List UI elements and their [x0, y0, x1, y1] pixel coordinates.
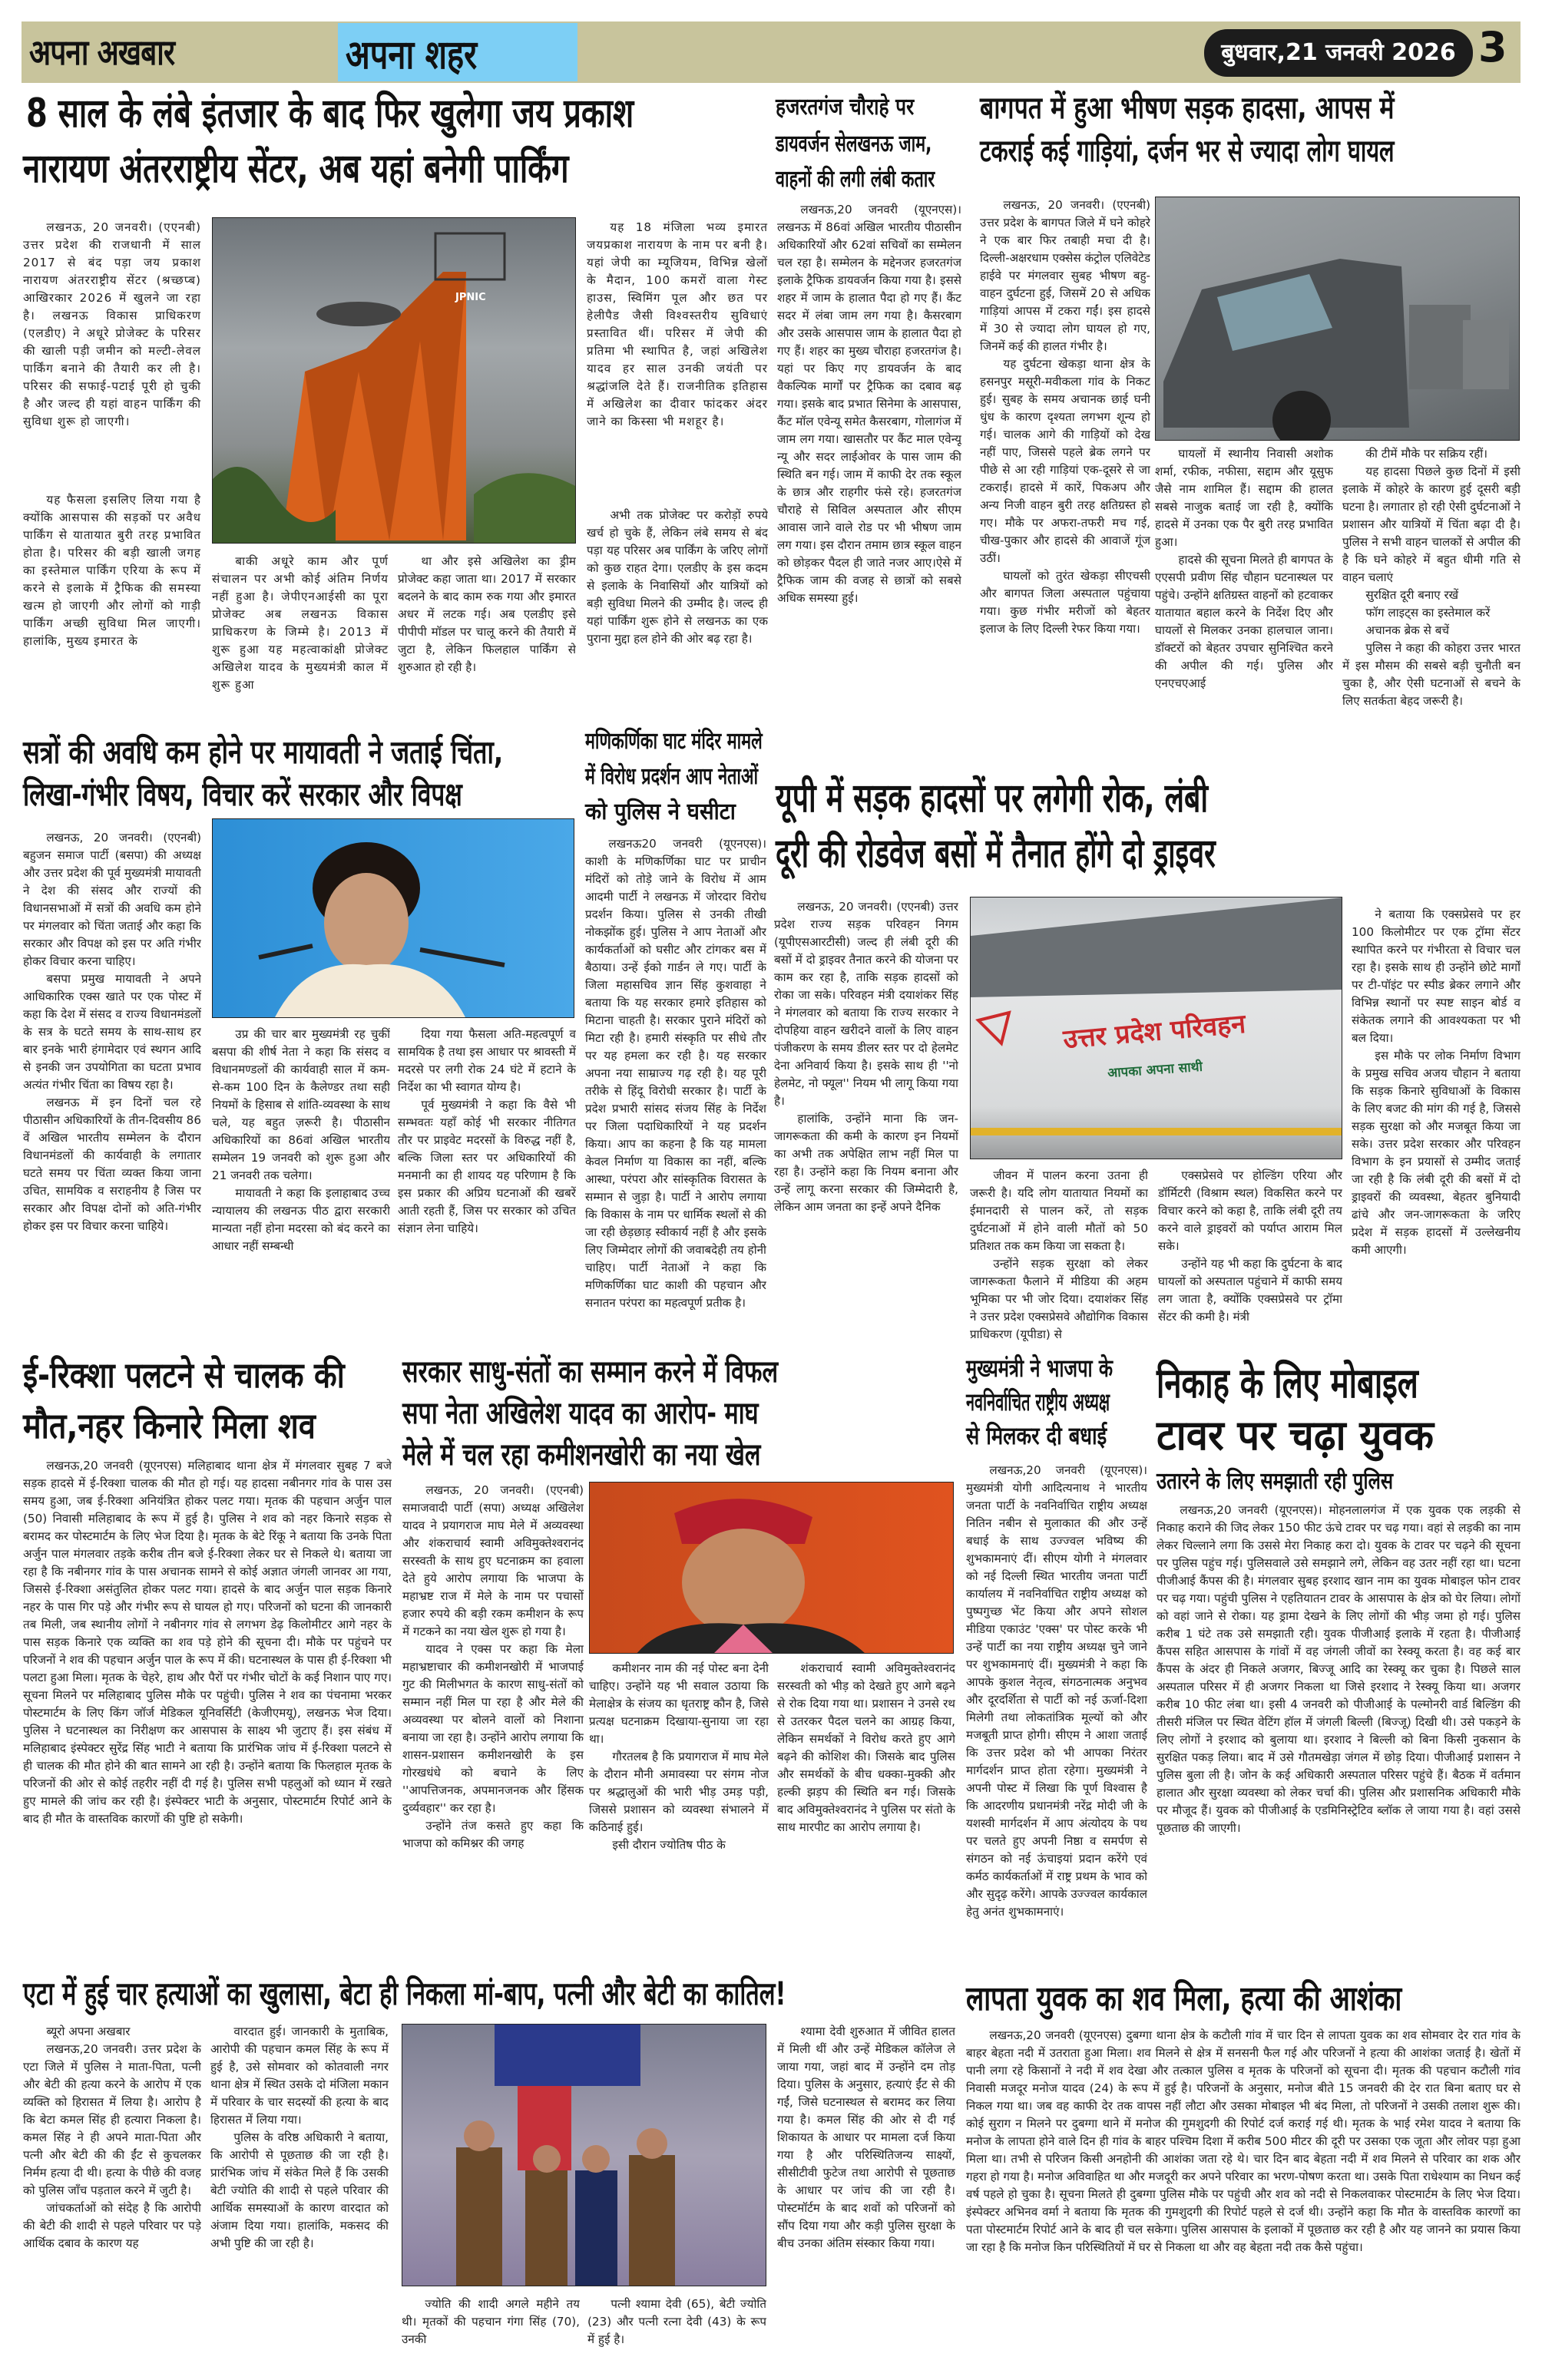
erickshaw-headline-1: ई-रिक्शा पलटने से चालक की	[23, 1354, 345, 1396]
yogi-headline-1: मुख्यमंत्री ने भाजपा के	[966, 1354, 1113, 1383]
section-label-text: अपना शहर	[346, 32, 478, 78]
hazratganj-headline-1: हजरतगंज चौराहे पर	[776, 94, 915, 121]
hazratganj-headline-2: डायवर्जन सेलखनऊ जाम,	[776, 131, 932, 157]
baghpat-tip: अचानक ब्रेक से बचें	[1365, 623, 1450, 637]
akhilesh-photo	[589, 1482, 954, 1654]
yogi-body: लखनऊ,20 जनवरी (यूएनएस)। मुख्यमंत्री योगी आदित्यनाथ ने भारतीय जनता पार्टी के नवनिर्वाचित राष्ट्रीय अध्यक्ष नितिन नबीन से मुलाकात की और उन्हें बधाई के साथ उज्ज्वल भविष्य की शुभकामनाएं दीं। सीएम योगी ने मंगलवार को नई दिल्ली स्थित भारतीय जनता पार्टी कार्यालय में नवनिर्वाचित राष्ट्रीय अध्यक्ष को पुष्पगुच्छ भेंट किया और अपने सोशल मीडिया एकाउंट 'एक्स' पर पोस्ट करके भी उन्हें पार्टी का नया राष्ट्रीय अध्यक्ष चुने जाने पर शुभकामनाएं दीं। मुख्यमंत्री ने कहा कि आपके कुशल नेतृत्व, संगठनात्मक अनुभव और दूरदर्शिता से पार्टी को नई ऊर्जा-दिशा मिलेगी तथा लोकतांत्रिक मूल्यों को और मजबूती प्राप्त होगी। सीएम ने आशा जताई कि उत्तर प्रदेश को भी आपका निरंतर मार्गदर्शन प्राप्त होता रहेगा। मुख्यमंत्री ने अपनी पोस्ट में लिखा कि पूर्ण विश्वास है कि आदरणीय प्रधानमंत्री नरेंद्र मोदी जी के यशस्वी मार्गदर्शन में आप अंत्योदय के पथ पर चलते हुए अपनी निष्ठा व समर्पण से संगठन को नई ऊंचाइयां प्रदान करेंगे एवं कर्मठ कार्यकर्ताओं में राष्ट्र प्रथम के भाव को और सुदृढ़ करेंगे। आपके उज्ज्वल कार्यकाल हेतु अनंत शुभकामनाएं।	[966, 1463, 1147, 1919]
roadways-col4: ने बताया कि एक्सप्रेसवे पर हर 100 किलोमीटर पर एक ट्रॉमा सेंटर स्थापित करने पर गंभीरता से विचार चल रहा है। इसके साथ ही उन्होंने छोटे मार्गों पर टी-पॉइंट पर स्पीड ब्रेकर लगाने और विभिन्न स्थानों पर स्पष्ट साइन बोर्ड व संकेतक लगाने की आवश्यकता पर भी बल दिया। इस मौके पर लोक निर्माण विभाग के प्रमुख सचिव अजय चौहान ने बताया कि सड़क किनारे सुविधाओं के विकास के लिए बजट की मांग की गई है, जिससे सड़क सुरक्षा को और मजबूत किया जा सके। उत्तर प्रदेश सरकार और परिवहन विभाग के इन प्रयासों से उम्मीद जताई जा रही है कि लंबी दूरी की बसों में दो ड्राइवरों की व्यवस्था, बेहतर बुनियादी ढांचे और जन-जागरूकता के जरिए प्रदेश में सड़क हादसों में उल्लेखनीय कमी आएगी।	[1352, 907, 1520, 1257]
roadways-col2: जीवन में पालन करना उतना ही जरूरी है। यदि लोग यातायात नियमों का ईमानदारी से पालन करें, तो सड़क दुर्घटनाओं में होने वाली मौतों को 50 प्रतिशत तक कम किया जा सकता है। उन्होंने सड़क सुरक्षा को लेकर जागरूकता फैलाने में मीडिया की अहम भूमिका पर भी जोर दिया। दयाशंकर सिंह ने उत्तर प्रदेश एक्सप्रेसवे औद्योगिक विकास प्राधिकरण (यूपीडा) से	[970, 1169, 1148, 1341]
jpnic-col1: लखनऊ, 20 जनवरी। (एएनबी) उत्तर प्रदेश की राजधानी में साल 2017 से बंद पड़ा जय प्रकाश नारायण अंतरराष्ट्रीय सेंटर (श्रच्छप्ब) आखिरकार 2026 में खुलने जा रहा है। लखनऊ विकास प्राधिकरण (एलडीए) ने अधूरे प्रोजेक्ट के परिसर की खाली पड़ी जमीन को मल्टी-लेवल पार्किंग बनाने की तैयारी कर ली है। परिसर की सफाई-पटाई पूरी हो चुकी है और जल्द ही यहां वाहन पार्किंग की सुविधा शुरू हो जाएगी।	[23, 220, 201, 428]
missing-body: लखनऊ,20 जनवरी (यूएनएस) दुबग्गा थाना क्षेत्र के कटौली गांव में चार दिन से लापता युवक का शव सोमवार देर रात गांव के बाहर बेहता नदी में उतराता हुआ मिला। शव मिलने से क्षेत्र में सनसनी फैल गई और परिजनों ने हत्या की आशंका जताई है। खेतों में पानी लगा रहे किसानों ने नदी में शव देखा और तत्काल पुलिस व मृतक के परिजनों को सूचना दी। मृतक की पहचान कटौली गांव निवासी मजदूर मनोज यादव (24) के रूप में हुई है। परिजनों के अनुसार, मनोज बीते 15 जनवरी की देर रात बिना बताए घर से निकल गया था। जब वह काफी देर तक वापस नहीं लौटा और उसका मोबाइल भी बंद मिला, तो परिजनों ने उसकी तलाश शुरू की। कोई सुराग न मिलने पर दुबग्गा थाने में मनोज की गुमशुदगी की रिपोर्ट दर्ज कराई गई थी। मृतक के भाई रमेश यादव ने बताया कि मनोज के लापता होने वाले दिन ही गांव के बाहर पश्चिम दिशा में करीब 500 मीटर की दूरी पर उसका एक जूता और लोवर पड़ा हुआ मिला था। तभी से परिजन किसी अनहोनी की आशंका जता रहे थे। चार दिन बाद बेहता नदी में शव मिलने से परिवार का शक और गहरा हो गया है। मनोज अविवाहित था और मजदूरी कर अपने परिवार का भरण-पोषण करता था। उसके पिता राधेश्याम का निधन कई वर्ष पहले हो चुका है। सूचना मिलते ही दुबग्गा पुलिस मौके पर पहुंची और शव को नदी से निकलवाकर पोस्टमार्टम के लिए भेज दिया। इंस्पेक्टर अभिनव वर्मा ने बताया कि मृतक की गुमशुदगी की रिपोर्ट पहले से दर्ज थी। उन्होंने कहा कि मौत के वास्तविक कारणों का पता पोस्टमार्टम रिपोर्ट आने के बाद ही चल सकेगा। पुलिस आसपास के इलाकों में पूछताछ कर रही है और यह जानने का प्रयास किया जा रहा है कि मनोज किन परिस्थितियों में घर से निकला था और वह बेहता नदी तक कैसे पहुंचा।	[966, 2028, 1520, 2254]
mayawati-col1: लखनऊ, 20 जनवरी। (एएनबी) बहुजन समाज पार्टी (बसपा) की अध्यक्ष और उत्तर प्रदेश की पूर्व मुख्यमंत्री मायावती ने देश की संसद और राज्यों की विधानसभाओं में सत्रों की अवधि कम होने पर मंगलवार को चिंता जताई और कहा कि सरकार और विपक्ष को इस पर अति गंभीर होकर विचार करना चाहिए। बसपा प्रमुख मायावती ने अपने आधिकारिक एक्स खाते पर एक पोस्ट में कहा कि देश में संसद व राज्य विधानमंडलों के सत्र के घटते समय के साथ-साथ हर बार इनके भारी हंगामेदार एवं स्थगन आदि से इनकी जन उपयोगिता का घटता प्रभाव अत्यंत गंभीर चिंता का विषय रहा है। लखनऊ में इन दिनों चल रहे पीठासीन अधिकारियों के तीन-दिवसीय 86 वें अखिल भारतीय सम्मेलन के दौरान विधानमंडलों की कार्यवाही के लगातार घटते समय पर चिंता व्यक्त किया जाना उचित, सामयिक व सराहनीय है जिस पर सरकार और विपक्ष दोनों को अति-गंभीर होकर इस पर विचार करना चाहिये।	[23, 831, 201, 1233]
etah-col5: श्यामा देवी शुरुआत में जीवित हालत में मिली थीं और उन्हें मेडिकल कॉलेज ले जाया गया, जहां बाद में उन्होंने दम तोड़ दिया। पुलिस के अनुसार, हत्याएं ईंट से की गईं, जिसे घटनास्थल से बरामद कर लिया गया है। कमल सिंह की ओर से दी गई शिकायत के आधार पर मामला दर्ज किया गया है और परिस्थितिजन्य साक्ष्यों, सीसीटीवी फुटेज तथा आरोपी से पूछताछ के आधार पर जांच की जा रही है। पोस्टमॉर्टम के बाद शवों को परिजनों को सौंप दिया गया और कड़ी पुलिस सुरक्षा के बीच उनका अंतिम संस्कार किया गया।	[777, 2025, 955, 2250]
hazratganj-headline-3: वाहनों की लगी लंबी कतार	[776, 166, 935, 193]
bus-tagline: आपका अपना साथी	[1107, 1059, 1203, 1082]
speaker-illustration	[213, 819, 574, 1018]
tower-headline-1: निकाह के लिए मोबाइल	[1156, 1359, 1418, 1407]
tower-headline-2: टावर पर चढ़ा युवक	[1156, 1411, 1434, 1459]
jpnic-building-illustration	[213, 218, 576, 544]
akhilesh-headline-2: सपा नेता अखिलेश यादव का आरोप- माघ	[402, 1396, 759, 1431]
section-label	[338, 23, 577, 81]
manikarnika-headline-3: को पुलिस ने घसीटा	[585, 798, 736, 825]
tower-body: लखनऊ,20 जनवरी (यूएनएस)। मोहनलालगंज में एक युवक एक लड़की से निकाह कराने की जिद लेकर 150 फीट ऊंचे टावर पर चढ़ गया। वहां से लड़की का नाम लेकर चिल्लाने लगा कि उससे मेरा निकाह करा दो। युवक के टावर पर चढ़ने की सूचना पर पुलिस पहुंच गई। पुलिसवाले उसे समझाने लगे, लेकिन वह उतर नहीं रहा था। घटना पीजीआई कैंपस की है। मंगलवार सुबह इरशाद खान नाम का युवक मोबाइल फोन टावर पर चढ़ गया। पहुंची पुलिस ने एहतियातन टावर के आसपास के क्षेत्र को घेर लिया। लोगों को वहां जाने से रोका। यह ड्रामा देखने के लिए लोगों की भीड़ जमा हो गई। पुलिस करीब 1 घंटे तक उसे समझाती रही। युवक पीजीआई इलाके में रहता है। पीजीआई कैंपस सहित आसपास के गांवों में वह जंगली जीवों का रेस्क्यू करता है। वह कई बार कैंपस के अंदर ही निकले अजगर, बिज्जू आदि का रेस्क्यू कर चुका है। पिछले साल अस्पताल परिसर में ही अजगर निकला था जिसे इरशाद ने रेस्क्यू किया था। अजगर करीब 10 फीट लंबा था। इसी 4 जनवरी को पीजीआई के पल्मोनरी वार्ड बिल्डिंग की तीसरी मंजिल पर स्थित वेटिंग हॉल में जंगली बिल्ली (बिज्जू) दिखी थी। उसे पकड़ने के लिए लोगों ने इरशाद को बुलाया था। इरशाद ने बिल्ली को बिना किसी नुकसान के सुरक्षित पकड़ लिया। बाद में उसे गौतमखेड़ा जंगल में छोड़ दिया। पीजीआई प्रशासन ने पुलिस बुला ली है। जोन के कई अधिकारी अस्पताल परिसर पहुंचे हैं। बैठक में वर्तमान हालात और सुरक्षा व्यवस्था को लेकर चर्चा की। पुलिस और प्रशासनिक अधिकारी मौके पर मौजूद हैं। युवक को पीजीआई के एडमिनिस्ट्रेटिव ब्लॉक ले जाया गया है। वहां उससे पूछताछ की जाएगी।	[1156, 1503, 1520, 1835]
wrecked-cars-illustration	[1156, 197, 1520, 441]
yogi-headline-3: से मिलकर दी बधाई	[966, 1421, 1107, 1450]
bus-text: उत्तर प्रदेश परिवहन	[1061, 1008, 1247, 1056]
jpnic-col2: बाकी अधूरे काम और पूर्ण संचालन पर अभी कोई अंतिम निर्णय नहीं हुआ है। जेपीएनआईसी का पूरा प्रोजेक्ट अब लखनऊ विकास प्राधिकरण के जिम्मे है। 2013 में शुरू हुआ यह महत्वाकांक्षी प्रोजेक्ट अखिलेश यादव के मुख्यमंत्री काल में शुरू हुआ	[212, 554, 389, 692]
jpnic-col4: यह 18 मंजिला भव्य इमारत जयप्रकाश नारायण के नाम पर बनी है। यहां जेपी का म्यूजियम, विभिन्न खेलों के मैदान, 100 कमरों वाला गेस्ट हाउस, स्विमिंग पूल और छत पर हेलीपैड जैसी विश्वस्तरीय सुविधाएं प्रस्तावित थीं। परिसर में जेपी की प्रतिमा भी स्थापित है, जहां अखिलेश यादव हर साल उनकी जयंती पर श्रद्धांजलि देते हैं। राजनीतिक इतिहास में अखिलेश का दीवार फांदकर अंदर जाने का किस्सा भी मशहूर है।	[587, 220, 768, 428]
missing-headline: लापता युवक का शव मिला, हत्या की आशंका	[966, 1979, 1402, 2018]
mayawati-headline-2: लिखा-गंभीर विषय, विचार करें सरकार और विपक्ष	[23, 775, 462, 813]
page-number: 3	[1478, 23, 1507, 71]
jpnic-photo-label: JPNIC	[455, 292, 486, 303]
manikarnika-body: लखनऊ20 जनवरी (यूएनएस)। काशी के मणिकर्णिका घाट पर प्राचीन मंदिरों को तोड़े जाने के विरोध में आम आदमी पार्टी ने लखनऊ में जोरदार विरोध प्रदर्शन किया। पुलिस से उनकी तीखी नोकझोंक हुई। पुलिस ने आप नेताओं और कार्यकर्ताओं को घसीट और टांगकर बस में बैठाया। उन्हें ईको गार्डन ले गए। पार्टी के जिला महासचिव ज्ञान सिंह कुशवाहा ने बताया कि यह सरकार हमारे इतिहास को मिटाना चाहती है। सरकार पुराने मंदिरों को मिटा रही है। हमारी संस्कृति पर सीधे तौर पर यह हमला कर रही है। यह सरकार अपना नया साम्राज्य गढ़ रही है। यह पूरी तरीके से हिंदू विरोधी सरकार है। पार्टी के प्रदेश प्रभारी सांसद संजय सिंह के निर्देश पर जिला पदाधिकारियों ने यह प्रदर्शन किया। आप का कहना है कि यह मामला केवल निर्माण या विकास का नहीं, बल्कि आस्था, परंपरा और सांस्कृतिक विरासत के सम्मान से जुड़ा है। पार्टी ने आरोप लगाया कि विकास के नाम पर धार्मिक स्थलों से की जा रही छेड़छाड़ स्वीकार्य नहीं है और इसके लिए जिम्मेदार लोगों की जवाबदेही तय होनी चाहिए। पार्टी नेताओं ने कहा कि मणिकर्णिका घाट काशी की पहचान और सनातन परंपरा का महत्वपूर्ण प्रतीक है।	[585, 837, 766, 1310]
jpnic-col3: था और इसे अखिलेश का ड्रीम प्रोजेक्ट कहा जाता था। 2017 में सरकार बदलने के बाद काम रुक गया और इमारत अधर में लटक गई। अब एलडीए इसे पीपीपी मॉडल पर चालू करने की तैयारी में जुटा है, लेकिन फिलहाल पार्किंग से शुरुआत हो रही है।	[398, 554, 576, 674]
jpnic-photo	[212, 217, 576, 544]
roadways-col1: लखनऊ, 20 जनवरी। (एएनबी) उत्तर प्रदेश राज्य सड़क परिवहन निगम (यूपीएसआरटीसी) जल्द ही लंबी दूरी की बसों में दो ड्राइवर तैनात करने की योजना पर काम कर रहा है, ताकि सड़क हादसों को रोका जा सके। परिवहन मंत्री दयाशंकर सिंह ने मंगलवार को बताया कि राज्य सरकार ने दोपहिया वाहन खरीदने वालों के लिए वाहन पंजीकरण के समय डीलर स्तर पर दो हेलमेट देना अनिवार्य किया है। इसके साथ ही ''नो हेलमेट, नो फ्यूल'' नियम भी लागू किया गया है। हालांकि, उन्होंने माना कि जन-जागरूकता की कमी के कारण इन नियमों का अभी तक अपेक्षित लाभ नहीं मिल पा रहा है। उन्होंने कहा कि नियम बनाना और उन्हें लागू करना सरकार की जिम्मेदारी है, लेकिन आम जनता का इन्हें अपने दैनिक	[774, 900, 958, 1214]
akhilesh-col1: लखनऊ, 20 जनवरी। (एएनबी) समाजवादी पार्टी (सपा) अध्यक्ष अखिलेश यादव ने प्रयागराज माघ मेले में अव्यवस्था और शंकराचार्य स्वामी अविमुक्तेश्वरानंद सरस्वती के साथ हुए घटनाक्रम का हवाला देते हुये आरोप लगाया कि भाजपा के महाभ्रष्ट राज में मेले के नाम पर पचासों हजार रुपये की बड़ी रकम कमीशन के रूप में गटकने का नया खेल शुरू हो गया है। यादव ने एक्स पर कहा कि मेला महाभ्रष्टाचार की कमीशनखोरी में भाजपाई गुट की मिलीभगत के कारण साधु-संतों को सम्मान नहीं मिल पा रहा है और मेले की अव्यवस्था पर बोलने वालों को निशाना बनाया जा रहा है। उन्होंने आरोप लगाया कि शासन-प्रशासन कमीशनखोरी के इस गोरखधंधे को बचाने के लिए ''आपत्तिजनक, अपमानजनक और हिंसक दुर्व्यवहार'' कर रहा है। उन्होंने तंज कसते हुए कहा कि भाजपा को कमिश्नर की जगह	[402, 1483, 584, 1850]
akhilesh-headline-1: सरकार साधु-संतों का सम्मान करने में विफल	[402, 1354, 779, 1390]
bus-photo	[970, 897, 1342, 1159]
etah-col1: ब्यूरो अपना अखबार लखनऊ,20 जनवरी। उत्तर प्रदेश के एटा जिले में पुलिस ने माता-पिता, पत्नी और बेटी की हत्या करने के आरोप में एक व्यक्ति को हिरासत में लिया है। आरोप है कि बेटा कमल सिंह ही हत्यारा निकला है। कमल सिंह ने ही अपने माता-पिता और पत्नी और बेटी की की ईंट से कुचलकर निर्मम हत्या दी थी। हत्या के पीछे की वजह को पुलिस जाँच पड़ताल करने में जुटी है। जांचकर्ताओं को संदेह है कि आरोपी की बेटी की शादी से पहले परिवार पर पड़े आर्थिक दबाव के कारण यह	[23, 2025, 201, 2250]
mayawati-photo	[212, 818, 574, 1018]
baghpat-col3: की टीमें मौके पर सक्रिय रहीं। यह हादसा पिछले कुछ दिनों में इसी इलाके में कोहरे के कारण हुई दूसरी बड़ी घटना है। लगातार हो रही ऐसी दुर्घटनाओं ने प्रशासन और यात्रियों में चिंता बढ़ा दी है। पुलिस ने सभी वाहन चालकों से अपील की है कि घने कोहरे में बहुत धीमी गति से वाहन चलाएं सुरक्षित दूरी बनाए रखें फॉग लाइट्स का इस्तेमाल करें अचानक ब्रेक से बचें पुलिस ने कहा की कोहरा उत्तर भारत में इस मौसम की सबसे बड़ी चुनौती बन चुका है, और ऐसी घटनाओं से बचने के लिए सतर्कता बेहद जरूरी है।	[1342, 447, 1520, 708]
manikarnika-headline-2: में विरोध प्रदर्शन आप नेताओं	[585, 763, 759, 790]
date-badge: बुधवार,21 जनवरी 2026	[1204, 29, 1473, 77]
etah-headline: एटा में हुई चार हत्याओं का खुलासा, बेटा ही निकला मां-बाप, पत्नी और बेटी का कातिल!	[23, 1975, 786, 2012]
paper-name: अपना अखबार	[29, 31, 175, 73]
baghpat-tip: फॉग लाइट्स का इस्तेमाल करें	[1365, 606, 1491, 620]
baghpat-headline-1: बागपत में हुआ भीषण सड़क हादसा, आपस में	[980, 91, 1395, 126]
manikarnika-headline-1: मणिकर्णिका घाट मंदिर मामले	[585, 728, 763, 755]
accident-photo	[1155, 197, 1520, 441]
etah-police-photo	[402, 2024, 766, 2286]
roadways-col3: एक्सप्रेसवे पर होल्डिंग एरिया और डॉर्मिटरी (विश्राम स्थल) विकसित करने पर विचार करने को कहा है, ताकि लंबी दूरी तय करने वाले ड्राइवरों को पर्याप्त आराम मिल सके। उन्होंने यह भी कहा कि दुर्घटना के बाद घायलों को अस्पताल पहुंचाने में काफी समय लग जाता है, क्योंकि एक्सप्रेसवे पर ट्रॉमा सेंटर की कमी है। मंत्री	[1158, 1169, 1342, 1324]
akhilesh-col2: कमीशनर नाम की नई पोस्ट बना देनी चाहिए। उन्होंने यह भी सवाल उठाया कि मेलाक्षेत्र के संजय का धृतराष्ट्र कौन है, जिसे प्रत्यक्ष घटनाक्रम दिखाया-सुनाया जा रहा था। गौरतलब है कि प्रयागराज में माघ मेले के दौरान मौनी अमावस्या पर संगम नोज पर श्रद्धालुओं की भारी भीड़ उमड़ पड़ी, जिससे प्रशासन को व्यवस्था संभालने में कठिनाई हुई। इसी दौरान ज्योतिष पीठ के	[589, 1661, 769, 1852]
akhilesh-headline-3: मेले में चल रहा कमीशनखोरी का नया खेल	[402, 1437, 761, 1473]
tower-subhead: उतारने के लिए समझाती रही पुलिस	[1156, 1468, 1394, 1495]
jpnic-col1b: यह फैसला इसलिए लिया गया है क्योंकि आसपास की सड़कों पर अवैध पार्किंग से यातायात बुरी तरह प्रभावित होता है। परिसर की बड़ी खाली जगह का इस्तेमाल पार्किंग एरिया के रूप में करने से इलाके में ट्रैफिक की समस्या खत्म हो जाएगी और लोगों को गाड़ी पार्किंग अच्छी सुविधा मिल जाएगी। हालांकि, मुख्य इमारत के	[23, 493, 201, 648]
yogi-headline-2: नवनिर्वाचित राष्ट्रीय अध्यक्ष	[966, 1387, 1110, 1416]
baghpat-col1: लखनऊ, 20 जनवरी। (एएनबी) उत्तर प्रदेश के बागपत जिले में घने कोहरे ने एक बार फिर तबाही मचा दी है। दिल्ली-अक्षरधाम एक्सेस कंट्रोल एलिवेटेड हाईवे पर मंगलवार सुबह भीषण बहु-वाहन दुर्घटना हुई, जिसमें 20 से अधिक गाड़ियां आपस में टकरा गईं। इस हादसे में 30 से ज्यादा लोग घायल हो गए, जिनमें कई की हालत गंभीर है। यह दुर्घटना खेकड़ा थाना क्षेत्र के हसनपुर मसूरी-मवीकला गांव के निकट हुई। सुबह के समय अचानक छाई घनी धुंध के कारण दृश्यता लगभग शून्य हो गई। चालक आगे की गाड़ियों को देख नहीं पाए, जिससे पहले ब्रेक लगने पर पीछे से आ रही गाड़ियां एक-दूसरे से जा टकराईं। हादसे में कारें, पिकअप और अन्य निजी वाहन बुरी तरह क्षतिग्रस्त हो गए। मौके पर अफरा-तफरी मच गई, चीख-पुकार और हादसे की आवाजें गूंज उठीं। घायलों को तुरंत खेकड़ा सीएचसी और बागपत जिला अस्पताल पहुंचाया गया। कुछ गंभीर मरीजों को बेहतर इलाज के लिए दिल्ली रेफर किया गया।	[980, 198, 1150, 636]
politician-illustration	[590, 1483, 954, 1654]
jpnic-col4b: अभी तक प्रोजेक्ट पर करोड़ों रुपये खर्च हो चुके हैं, लेकिन लंबे समय से बंद पड़ा यह परिसर अब पार्किंग के जरिए लोगों को कुछ राहत देगा। एलडीए के इस कदम से इलाके के निवासियों और यात्रियों को बड़ी सुविधा मिलने की उम्मीद है। जल्द ही यहां पार्किंग शुरू होने से लखनऊ का एक पुराना मुद्दा हल होने की ओर बढ़ रहा है।	[587, 508, 768, 646]
etah-col2: वारदात हुई। जानकारी के मुताबिक, आरोपी की पहचान कमल सिंह के रूप में हुई है, उसे सोमवार को कोतवाली नगर थाना क्षेत्र में स्थित उसके दो मंजिला मकान में परिवार के चार सदस्यों की हत्या के बाद हिरासत में लिया गया। पुलिस के वरिष्ठ अधिकारी ने बताया, कि आरोपी से पूछताछ की जा रही है। प्रारंभिक जांच में संकेत मिले हैं कि उसकी बेटी ज्योति की शादी से पहले परिवार की आर्थिक समस्याओं के कारण वारदात को अंजाम दिया गया। हालांकि, मकसद की अभी पुष्टि की जा रही है।	[210, 2025, 389, 2250]
roadways-headline-2: दूरी की रोडवेज बसों में तैनात होंगे दो ड्राइवर	[776, 831, 1216, 877]
akhilesh-col3: शंकराचार्य स्वामी अविमुक्तेश्वरानंद सरस्वती को भीड़ को देखते हुए आगे बढ़ने से रोक दिया गया था। प्रशासन ने उनसे रथ से उतरकर पैदल चलने का आग्रह किया, लेकिन समर्थकों ने विरोध करते हुए आगे बढ़ने की कोशिश की। जिसके बाद पुलिस और समर्थकों के बीच धक्का-मुक्की और हल्की झड़प की स्थिति बन गई। जिसके बाद अविमुक्तेश्वरानंद ने पुलिस पर संतो के साथ मारपीट का आरोप लगाया है।	[777, 1661, 955, 1834]
baghpat-tip: सुरक्षित दूरी बनाए रखें	[1365, 588, 1459, 602]
jpnic-headline-1: 8 साल के लंबे इंतजार के बाद फिर खुलेगा जय प्रकाश	[26, 91, 634, 137]
hazratganj-body: लखनऊ,20 जनवरी (यूएनएस)। लखनऊ में 86वां अखिल भारतीय पीठासीन अधिकारियों और 62वां सचिवों का सम्मेलन चल रहा है। सम्मेलन के मद्देनजर हजरतगंज इलाके ट्रैफिक डायवर्जन किया गया है। इससे शहर में जाम के हालात पैदा हो गए हैं। कैंट सदर में लंबा जाम लग गया है। कैसरबाग और उसके आसपास जाम के हालात पैदा हो गए हैं। शहर का मुख्य चौराहा हजरतगंज है। यहां पर किए गए डायवर्जन के बाद वैकल्पिक मार्गों पर ट्रैफिक का दबाव बढ़ गया। इसके बाद प्रभात सिनेमा के आसपास, कैंट मॉल एवेन्यू समेत कैसरबाग, गोलागंज में जाम लग गया। खासतौर पर कैंट माल एवेन्यू न्यू और सदर लाईओवर के पास जाम की स्थिति बन गई। जाम में काफी देर तक स्कूल के छात्र और राहगीर फंसे रहे। हजरतगंज चौराहे से सिविल अस्पताल और सीएम आवास जाने वाले रोड पर भी भीषण जाम लग गया। इस दौरान तमाम छात्र स्कूल वाहन को छोड़कर पैदल ही जाते नजर आए।ऐसे में ट्रैफिक जाम की वजह से छात्रों को सबसे अधिक समस्या हुई।	[777, 203, 961, 605]
baghpat-col2: घायलों में स्थानीय निवासी अशोक शर्मा, रफीक, नफीसा, सद्दाम और यूसुफ जैसे नाम शामिल हैं। सद्दाम की हालत सबसे नाजुक बताई जा रही है, क्योंकि हादसे में उनका एक पैर बुरी तरह प्रभावित हुआ। हादसे की सूचना मिलते ही बागपत के एएसपी प्रवीण सिंह चौहान घटनास्थल पर पहुंचे। उन्होंने क्षतिग्रस्त वाहनों को हटवाकर यातायात बहाल करने के निर्देश दिए और घायलों से मिलकर उनका हालचाल जाना। डॉक्टरों को बेहतर उपचार सुनिश्चित करने की अपील की गई। पुलिस और एनएचएआई	[1155, 447, 1333, 690]
mayawati-col2: उप्र की चार बार मुख्यमंत्री रह चुकीं बसपा की शीर्ष नेता ने कहा कि संसद व विधानमण्डलों की कार्यवाही साल में कम-से-कम 100 दिन के कैलेण्डर तथा सही नियमों के हिसाब से शांति-व्यवस्था के साथ चले, यह बहुत ज़रूरी है। पीठासीन अधिकारियों का 86वां अखिल भारतीय सम्मेलन 19 जनवरी को शुरू हुआ और 21 जनवरी तक चलेगा। मायावती ने कहा कि इलाहाबाद उच्च न्यायालय की लखनऊ पीठ द्वारा सरकारी मान्यता नहीं होना मदरसा को बंद करने का आधार नहीं सम्बन्धी	[212, 1027, 390, 1253]
erickshaw-headline-2: मौत,नहर किनारे मिला शव	[23, 1405, 316, 1446]
roadways-headline-1: यूपी में सड़क हादसों पर लगेगी रोक, लंबी	[776, 775, 1209, 821]
etah-col3: ज्योति की शादी अगले महीने तय थी। मृतकों की पहचान गंगा सिंह (70), उनकी	[402, 2297, 580, 2346]
police-escort-illustration	[402, 2025, 766, 2286]
baghpat-headline-2: टकराई कई गाड़ियां, दर्जन भर से ज्यादा लोग घायल	[980, 134, 1395, 169]
mayawati-headline-1: सत्रों की अवधि कम होने पर मायावती ने जताई चिंता,	[23, 733, 504, 771]
mayawati-col3: दिया गया फैसला अति-महत्वपूर्ण व सामयिक है तथा इस आधार पर श्रावस्ती में मदरसे पर लगी रोक 24 घंटे में हटाने के निर्देश का भी स्वागत योग्य है। पूर्व मुख्यमंत्री ने कहा कि वैसे भी सम्भवतः यहाँ कोई भी सरकार नीतिगत तौर पर प्राइवेट मदरसों के विरुद्ध नहीं है, बल्कि जिला स्तर पर अधिकारियों की मनमानी का ही शायद यह परिणाम है कि इस प्रकार की अप्रिय घटनाओं की खबरें आती रहती हैं, जिस पर सरकार को उचित संज्ञान लेना चाहिये।	[398, 1027, 576, 1235]
erickshaw-body: लखनऊ,20 जनवरी (यूएनएस) मलिहाबाद थाना क्षेत्र में मंगलवार सुबह 7 बजे सड़क हादसे में ई-रिक्शा चालक की मौत हो गई। यह हादसा नबीनगर गांव के पास उस समय हुआ, जब ई-रिक्शा अनियंत्रित होकर पलट गया। मृतक की पहचान अर्जुन पाल (50) निवासी मलिहाबाद के रूप में हुई है। पुलिस ने शव को नहर किनारे सड़क से बरामद कर पोस्टमार्टम के लिए भेज दिया है। मृतक के बेटे रिंकू ने बताया कि उनके पिता अर्जुन पाल मंगलवार तड़के करीब तीन बजे ई-रिक्शा लेकर घर से निकले थे। बताया जा रहा है कि नबीनगर गांव के पास अचानक सामने से कोई अज्ञात जंगली जानवर आ गया, जिससे ई-रिक्शा असंतुलित होकर पलट गया। हादसे के बाद अर्जुन पाल सड़क किनारे नहर के पास गिर पड़े और गंभीर रूप से घायल हो गए। परिजनों को घटना की जानकारी तब मिली, जब स्थानीय लोगों ने नबीनगर गांव से लगभग डेढ़ किलोमीटर आगे नहर के पास सड़क किनारे एक व्यक्ति का शव पड़े होने की सूचना दी। मौके पर पहुंचने पर परिजनों ने शव की पहचान अर्जुन पाल के रूप में की। घटनास्थल के पास ही ई-रिक्शा भी पलटा हुआ मिला। मृतक के चेहरे, हाथ और पैरों पर गंभीर चोटों के कई निशान पाए गए। सूचना मिलने पर मलिहाबाद पुलिस मौके पर पहुंची। पुलिस ने शव का पंचनामा भरकर पोस्टमार्टम के लिए किंग जॉर्ज मेडिकल यूनिवर्सिटी (केजीएमयू), लखनऊ भेज दिया। पुलिस ने घटनास्थल का निरीक्षण कर आसपास के साक्ष्य भी जुटाए हैं। इस संबंध में मलिहाबाद इंस्पेक्टर सुरेंद्र सिंह भाटी ने बताया कि प्रारंभिक जांच में ई-रिक्शा पलटने से ही चालक की मौत होने की बात सामने आ रही है। उन्होंने बताया कि फिलहाल मृतक के परिजनों की ओर से कोई तहरीर नहीं दी गई है। पुलिस सभी पहलुओं को ध्यान में रखते हुए मामले की जांच कर रही है। इंस्पेक्टर भाटी के अनुसार, पोस्टमार्टम रिपोर्ट आने के बाद ही मौत के वास्तविक कारणों की पुष्टि हो सकेगी।	[23, 1459, 392, 1826]
etah-col4: पत्नी श्यामा देवी (65), बेटी ज्योति (23) और पत्नी रत्ना देवी (43) के रूप में हुई है।	[587, 2297, 766, 2346]
jpnic-headline-2: नारायण अंतरराष्ट्रीय सेंटर, अब यहां बनेगी पार्किंग	[23, 146, 569, 192]
